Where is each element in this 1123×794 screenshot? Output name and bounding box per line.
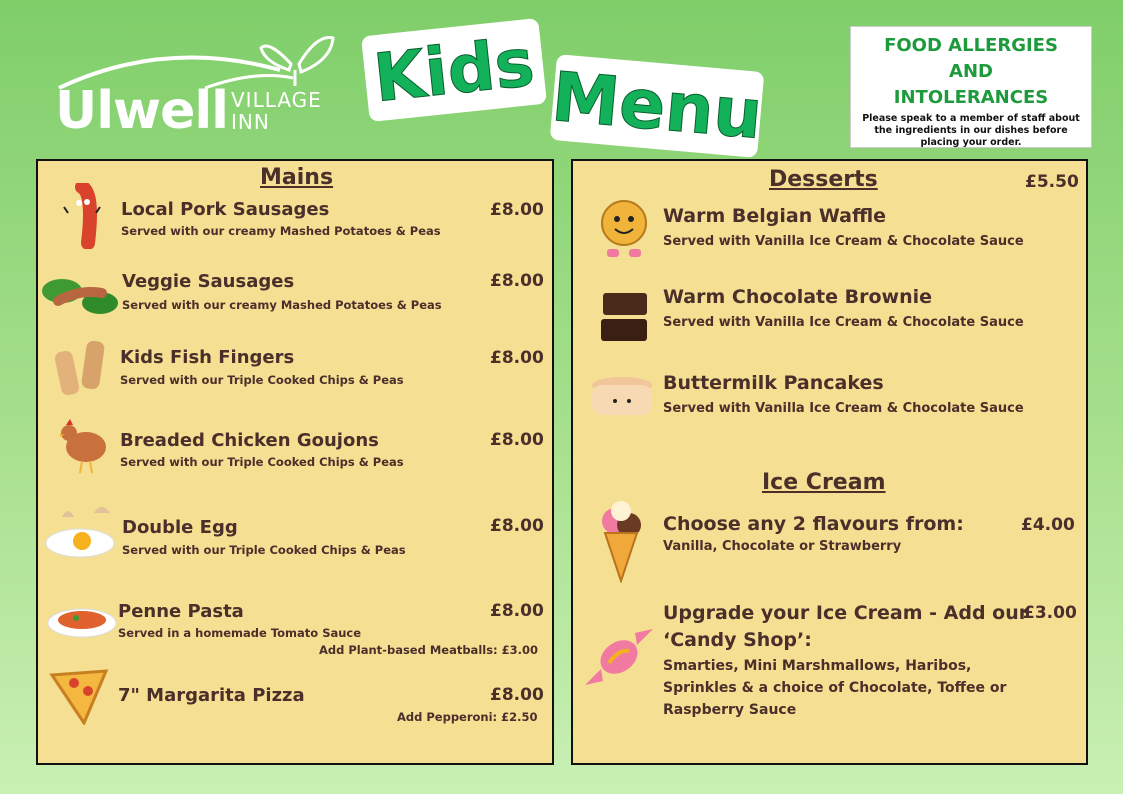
item-addon: Add Plant-based Meatballs: £3.00 (319, 643, 539, 657)
item-desc: Served with our Triple Cooked Chips & Peas (120, 373, 404, 387)
ice-cream-heading: Ice Cream (762, 470, 886, 495)
upgrade-price: £3.00 (1023, 603, 1077, 623)
upgrade-line2: ‘Candy Shop’: (663, 629, 812, 651)
item-price: £8.00 (490, 601, 544, 621)
item-price: £8.00 (490, 348, 544, 368)
desserts-price: £5.50 (1025, 172, 1079, 192)
allergy-note: Please speak to a member of staff about the ingredients in our dishes before placing your order. (862, 113, 1080, 148)
upgrade-line1: Upgrade your Ice Cream - Add our (663, 602, 1029, 624)
item-desc: Served with our creamy Mashed Potatoes & Peas (121, 224, 441, 238)
logo-word: Ulwell (55, 81, 229, 141)
item-name: Local Pork Sausages (121, 199, 330, 220)
ice-cream-flavours: Vanilla, Chocolate or Strawberry (663, 539, 902, 554)
item-price: £8.00 (490, 685, 544, 705)
allergy-line2: AND (949, 61, 993, 82)
dessert-name: Warm Chocolate Brownie (663, 286, 933, 308)
item-name: Breaded Chicken Goujons (120, 430, 379, 451)
desserts-panel (571, 159, 1088, 765)
desserts-heading: Desserts (769, 167, 878, 192)
pasta-icon (46, 599, 118, 641)
veggie-sausage-icon (40, 269, 120, 321)
fish-fingers-icon (54, 337, 112, 399)
ice-cream-price: £4.00 (1021, 515, 1075, 535)
item-price: £8.00 (490, 430, 544, 450)
item-name: 7" Margarita Pizza (118, 685, 305, 706)
pizza-icon (44, 663, 114, 725)
dessert-name: Warm Belgian Waffle (663, 205, 887, 227)
waffle-icon (593, 197, 655, 261)
ice-cream-choose: Choose any 2 flavours from: (663, 513, 964, 535)
item-name: Kids Fish Fingers (120, 347, 295, 368)
dessert-desc: Served with Vanilla Ice Cream & Chocolate Sauce (663, 315, 1024, 330)
menu-title: Menu (548, 57, 766, 155)
item-price: £8.00 (490, 200, 544, 220)
dessert-desc: Served with Vanilla Ice Cream & Chocolate Sauce (663, 234, 1024, 249)
candy-icon (581, 619, 657, 695)
upgrade-detail: Raspberry Sauce (663, 702, 797, 718)
ice-cream-icon (595, 499, 647, 583)
allergy-notice (850, 26, 1092, 148)
dessert-desc: Served with Vanilla Ice Cream & Chocolate Sauce (663, 401, 1024, 416)
brownie-icon (597, 287, 653, 345)
item-desc: Served with our creamy Mashed Potatoes & Peas (122, 298, 442, 312)
item-price: £8.00 (490, 516, 544, 536)
mains-panel (36, 159, 554, 765)
logo-inn: INN (231, 110, 270, 134)
item-addon: Add Pepperoni: £2.50 (397, 710, 538, 724)
allergy-line1: FOOD ALLERGIES (884, 35, 1058, 56)
upgrade-detail: Smarties, Mini Marshmallows, Haribos, (663, 658, 972, 674)
dessert-name: Buttermilk Pancakes (663, 372, 884, 394)
chicken-icon (56, 415, 110, 475)
item-price: £8.00 (490, 271, 544, 291)
ulwell-logo (55, 30, 345, 140)
allergy-line3: INTOLERANCES (893, 87, 1049, 108)
item-desc: Served in a homemade Tomato Sauce (118, 626, 362, 640)
upgrade-detail: Sprinkles & a choice of Chocolate, Toffee or (663, 680, 1007, 696)
mains-heading: Mains (260, 165, 334, 190)
item-name: Veggie Sausages (122, 271, 295, 292)
logo-village: VILLAGE (231, 88, 322, 112)
item-name: Penne Pasta (118, 601, 244, 622)
item-name: Double Egg (122, 517, 238, 538)
item-desc: Served with our Triple Cooked Chips & Peas (120, 455, 404, 469)
sausage-icon (62, 183, 102, 249)
egg-icon (42, 503, 118, 561)
pancakes-icon (587, 373, 657, 421)
kids-title: Kids (364, 21, 543, 119)
item-desc: Served with our Triple Cooked Chips & Peas (122, 543, 406, 557)
